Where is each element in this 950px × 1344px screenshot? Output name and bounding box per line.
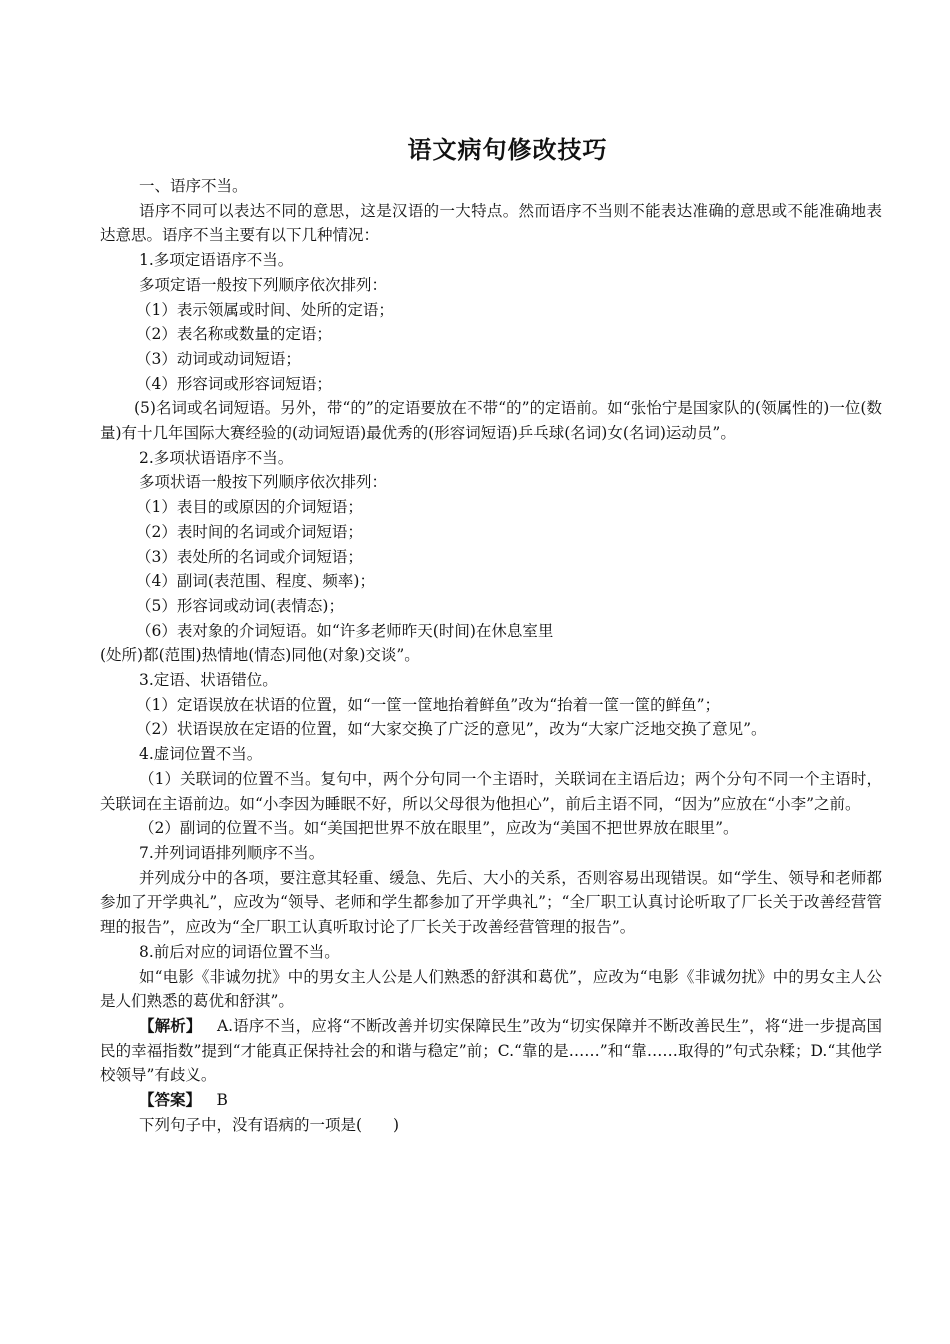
- list-item: （2）状语误放在定语的位置，如“大家交换了广泛的意见”，改为“大家广泛地交换了意见”。: [136, 720, 767, 739]
- paragraph: 2.多项状语语序不当。: [139, 448, 294, 467]
- list-item: （1）定语误放在状语的位置，如“一筐一筐地抬着鲜鱼”改为“抬着一筐一筐的鲜鱼”；: [136, 695, 721, 714]
- list-item: （3）动词或动词短语；: [136, 349, 301, 368]
- list-item: （4）形容词或形容词短语；: [136, 374, 332, 393]
- answer-label: 【答案】: [139, 1090, 202, 1110]
- list-item: （1）表示领属或时间、处所的定语；: [136, 300, 394, 319]
- paragraph: 8.前后对应的词语位置不当。: [139, 942, 340, 961]
- list-item: （3）表处所的名词或介词短语；: [136, 547, 363, 566]
- list-item: （2）表时间的名词或介词短语；: [136, 522, 363, 541]
- paragraph: 3.定语、状语错位。: [139, 671, 278, 690]
- list-item: （6）表对象的介词短语。如“许多老师昨天(时间)在休息室里: [136, 621, 554, 640]
- paragraph: （1）关联词的位置不当。复句中，两个分句同一个主语时，关联词在主语后边；两个分句不同一个主语时，关联词在主语前边。如“小李因为睡眠不好，所以父母很为他担心”，前后主语不同，“因为”应放在“小李”之前。: [100, 769, 882, 813]
- paragraph: (5)名词或名词短语。另外，带“的”的定语要放在不带“的”的定语前。如“张怡宁是国家队的(领属性的)一位(数量)有十几年国际大赛经验的(动词短语)最优秀的(形容词短语)乒乓球(名词)女(名词)运动员”。: [100, 399, 882, 443]
- list-item: （1）表目的或原因的介词短语；: [136, 498, 363, 517]
- analysis-text: A.语序不当，应将“不断改善并切实保障民生”改为“切实保障并不断改善民生”，将“进一步提高国民的幸福指数”提到“才能真正保持社会的和谐与稳定”前；C.“靠的是……”和“靠……取得的”句式杂糅；D.“其他学校领导”有歧义。: [100, 1016, 882, 1085]
- paragraph: 1.多项定语语序不当。: [139, 251, 294, 270]
- list-item: （4）副词(表范围、程度、频率)；: [136, 572, 375, 591]
- paragraph: 4.虚词位置不当。: [139, 745, 263, 764]
- document-body: [100, 174, 882, 1137]
- paragraph: 并列成分中的各项，要注意其轻重、缓急、先后、大小的关系，否则容易出现错误。如“学生、领导和老师都参加了开学典礼”，应改为“领导、老师和学生都参加了开学典礼”；“全厂职工认真讨论听取了厂长关于改善经营管理的报告”，应改为“全厂职工认真听取讨论了厂长关于改善经营管理的报告”。: [100, 868, 882, 937]
- paragraph: （2）副词的位置不当。如“美国把世界不放在眼里”，应改为“美国不把世界放在眼里”。: [139, 819, 739, 838]
- answer-text: B: [216, 1091, 228, 1110]
- paragraph: 多项定语一般按下列顺序依次排列：: [139, 275, 388, 294]
- paragraph: (处所)都(范围)热情地(情态)同他(对象)交谈”。: [100, 646, 420, 665]
- paragraph: 一、语序不当。: [139, 177, 248, 195]
- analysis-paragraph: [100, 1014, 882, 1088]
- list-item: （2）表名称或数量的定语；: [136, 325, 332, 344]
- question-paragraph: 下列句子中，没有语病的一项是( ): [139, 1115, 400, 1134]
- paragraph: 7.并列词语排列顺序不当。: [139, 843, 325, 862]
- document-title: 语文病句修改技巧: [407, 135, 608, 164]
- paragraph: 语序不同可以表达不同的意思，这是汉语的一大特点。然而语序不当则不能表达准确的意思或不能准确地表达意思。语序不当主要有以下几种情况：: [100, 201, 882, 245]
- analysis-label: 【解析】: [139, 1015, 202, 1035]
- list-item: （5）形容词或动词(表情态)；: [136, 596, 344, 615]
- paragraph: 多项状语一般按下列顺序依次排列：: [139, 473, 388, 492]
- answer-paragraph: [100, 1088, 882, 1113]
- paragraph: 如“电影《非诚勿扰》中的男女主人公是人们熟悉的舒淇和葛优”，应改为“电影《非诚勿扰》中的男女主人公是人们熟悉的葛优和舒淇”。: [100, 967, 882, 1011]
